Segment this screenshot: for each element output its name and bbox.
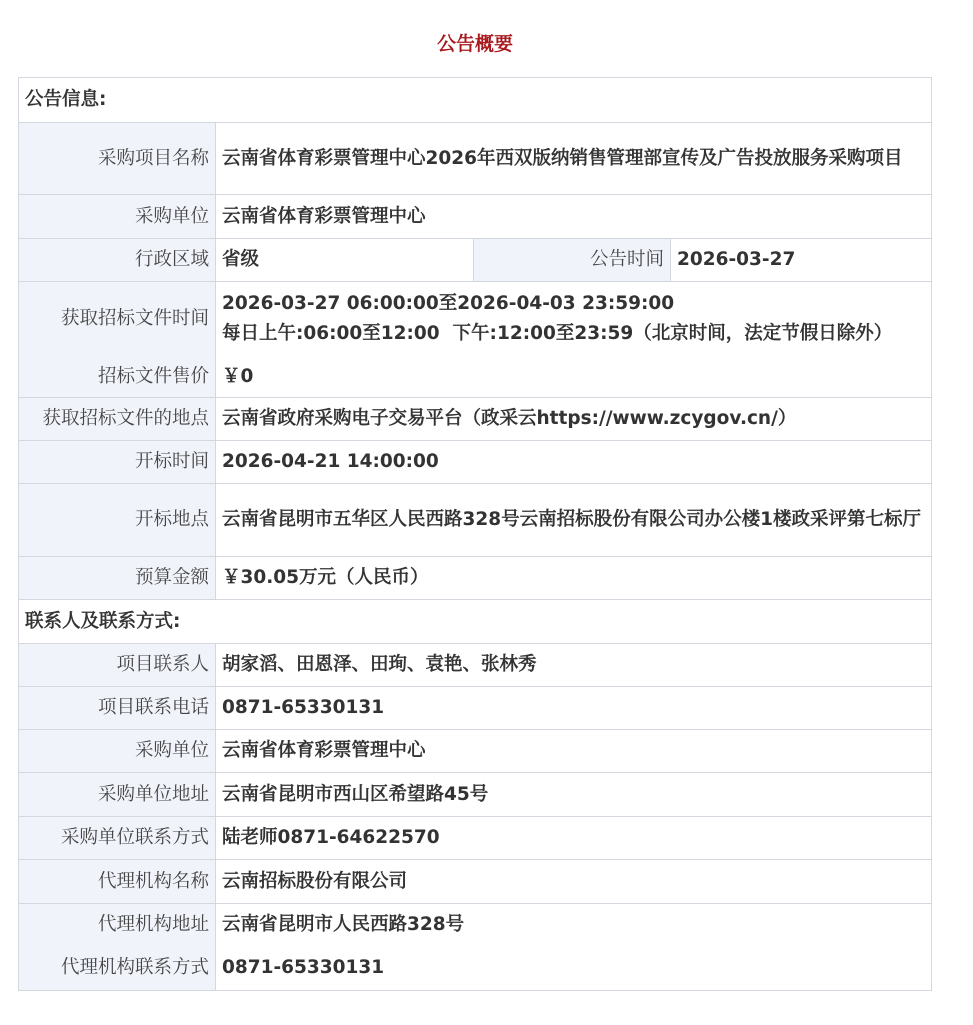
bid-open-time-value: 2026-04-21 14:00:00 [216, 441, 932, 484]
project-name-row [19, 123, 932, 195]
budget-value: ￥30.05万元（人民币） [216, 557, 932, 600]
agency-contact-label: 代理机构联系方式 [19, 947, 216, 991]
project-phone-row [19, 687, 932, 730]
region-value: 省级 [216, 239, 474, 282]
doc-price-label: 招标文件售价 [19, 357, 216, 398]
purchaser-address-row [19, 773, 932, 817]
doc-location-row [19, 398, 932, 441]
budget-row [19, 557, 932, 600]
doc-period-value [216, 282, 932, 357]
agency-address-row [19, 904, 932, 947]
agency-contact-row [19, 947, 932, 991]
doc-period-label: 获取招标文件时间 [19, 282, 216, 357]
region-row [19, 239, 932, 282]
doc-period-line2: 每日上午:06:00至12:00 下午:12:00至23:59（北京时间，法定节假日除外） [222, 323, 893, 345]
agency-name-label: 代理机构名称 [19, 860, 216, 904]
purchaser-value: 云南省体育彩票管理中心 [216, 195, 932, 239]
doc-price-value: ￥0 [216, 357, 932, 398]
project-contact-row [19, 644, 932, 687]
contact-purchaser-label: 采购单位 [19, 730, 216, 773]
purchaser-address-value: 云南省昆明市西山区希望路45号 [216, 773, 932, 817]
purchaser-contact-value: 陆老师0871-64622570 [216, 817, 932, 860]
contact-heading: 联系人及联系方式: [19, 600, 932, 644]
page-title: 公告概要 [436, 33, 513, 55]
contact-purchaser-row [19, 730, 932, 773]
project-contact-label: 项目联系人 [19, 644, 216, 687]
purchaser-label: 采购单位 [19, 195, 216, 239]
notice-info-section-row [19, 78, 932, 123]
region-label: 行政区域 [19, 239, 216, 282]
publish-time-label: 公告时间 [474, 239, 671, 282]
agency-address-label: 代理机构地址 [19, 904, 216, 947]
purchaser-address-label: 采购单位地址 [19, 773, 216, 817]
budget-label: 预算金额 [19, 557, 216, 600]
project-name-value: 云南省体育彩票管理中心2026年西双版纳销售管理部宣传及广告投放服务采购项目 [216, 123, 932, 195]
agency-address-value: 云南省昆明市人民西路328号 [216, 904, 932, 947]
project-phone-label: 项目联系电话 [19, 687, 216, 730]
publish-time-value: 2026-03-27 [671, 239, 932, 282]
notice-summary-table [18, 77, 932, 991]
doc-price-row [19, 357, 932, 398]
doc-location-label: 获取招标文件的地点 [19, 398, 216, 441]
project-name-label: 采购项目名称 [19, 123, 216, 195]
bid-open-location-value: 云南省昆明市五华区人民西路328号云南招标股份有限公司办公楼1楼政采评第七标厅 [216, 484, 932, 557]
doc-period-line1: 2026-03-27 06:00:00至2026-04-03 23:59:00 [222, 293, 675, 315]
agency-name-value: 云南招标股份有限公司 [216, 860, 932, 904]
purchaser-contact-label: 采购单位联系方式 [19, 817, 216, 860]
purchaser-row [19, 195, 932, 239]
contact-purchaser-value: 云南省体育彩票管理中心 [216, 730, 932, 773]
bid-open-time-label: 开标时间 [19, 441, 216, 484]
bid-open-location-row [19, 484, 932, 557]
purchaser-contact-row [19, 817, 932, 860]
contact-section-row [19, 600, 932, 644]
doc-location-value: 云南省政府采购电子交易平台（政采云https://www.zcygov.cn/） [216, 398, 932, 441]
project-contact-value: 胡家滔、田恩泽、田珣、袁艳、张林秀 [216, 644, 932, 687]
agency-name-row [19, 860, 932, 904]
bid-open-location-label: 开标地点 [19, 484, 216, 557]
bid-open-time-row [19, 441, 932, 484]
project-phone-value: 0871-65330131 [216, 687, 932, 730]
notice-info-heading: 公告信息: [19, 78, 932, 123]
doc-period-row [19, 282, 932, 357]
agency-contact-value: 0871-65330131 [216, 947, 932, 991]
